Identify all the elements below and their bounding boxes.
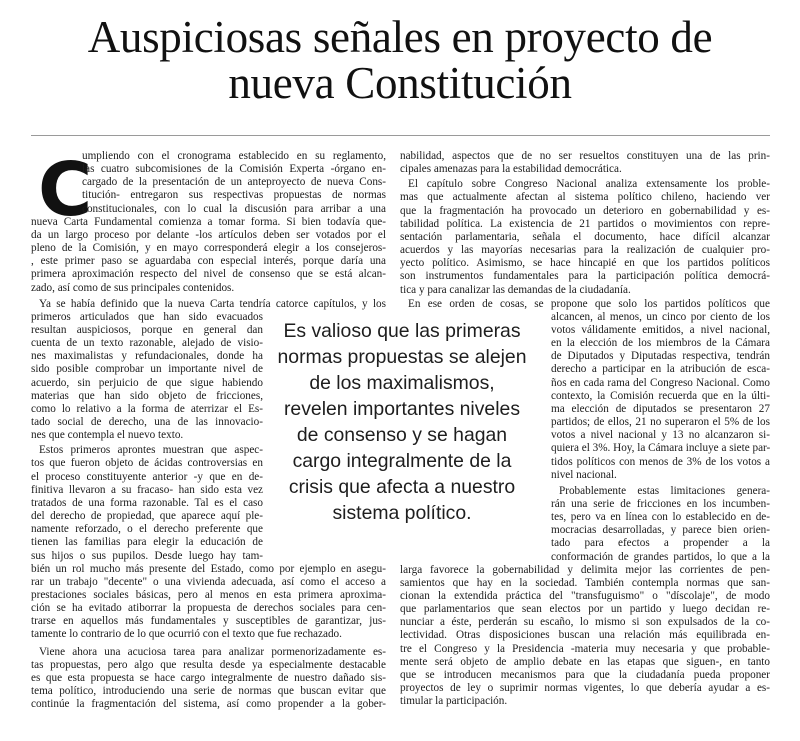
drop-cap: C [38, 147, 93, 233]
pull-quote-line: sistema político. [332, 502, 472, 524]
text-line: acuerdo, sin perjuicio de que sigue habiendo [31, 376, 263, 389]
col2-paragraph-1 [400, 150, 770, 176]
headline-line-2: nueva Constitución [228, 58, 572, 108]
text-line: de Diputados y Diputadas respectiva, tendrán [551, 350, 770, 363]
col2-paragraph-3 [551, 311, 770, 482]
text-line: finitiva llevaron a su fracaso- han sido esta vez [31, 483, 263, 496]
text-line: tratados de una forma razonable. Tal es el caso [31, 496, 263, 509]
text-line: tos que fueron objeto de ácidas controversias en [31, 457, 263, 470]
text-line: que parlamentarios que sean electos por un partido y luego decidan re- [400, 603, 770, 616]
text-line: , este primer paso se aguardaba con especial interés, porque daría una [31, 255, 386, 268]
headline [0, 14, 800, 106]
text-line: cionan la extendida práctica del "transfuguismo" o "díscolaje", de modo [400, 589, 770, 602]
text-line: tidos políticos con menos de 3% de los votos a [551, 455, 770, 468]
col2-paragraph-4-narrow [551, 485, 770, 564]
text-line: rán una serie de fricciones en los incumben- [551, 497, 770, 510]
text-line: Estos primeros aprontes muestran que aspec- [39, 444, 263, 457]
headline-line-1: Auspiciosas señales en proyecto de [87, 12, 713, 62]
pull-quote-line: revelen importantes niveles [283, 398, 521, 420]
pull-quote-line: crisis que afecta a nuestro [288, 476, 516, 498]
text-line: contexto, la Comisión recuerda que en la últi- [551, 389, 770, 402]
text-line: titución- entregaron sus respectivas propuestas de normas [82, 189, 386, 202]
text-line: Viene ahora una acuciosa tarea para analizar pormenorizadamente es- [39, 645, 386, 658]
text-line: votos a nivel nacional y 13 no alcanzaron si- [551, 429, 770, 442]
text-line: Probablemente estas limitaciones genera- [559, 484, 770, 497]
text-line: tre el Congreso y la Presidencia -materia muy necesaria y que probable- [400, 642, 770, 655]
text-line: mocracias desarrolladas, y parece bien orien- [551, 524, 770, 537]
text-line: que la fragmentación ha provocado un deterioro en gobernabilidad y es- [400, 204, 770, 217]
text-line: timular la participación. [400, 695, 508, 708]
text-line: nunciar a éste, perderán su escaño, lo mismo si son expulsados de la co- [400, 616, 770, 629]
pull-quote-line: de consenso y se hagan [296, 424, 508, 446]
text-line: continúe la fragmentación del sistema, así como propender a la gober- [31, 698, 386, 711]
text-line: zado, así como de sus principales contenidos. [31, 281, 235, 294]
text-line: constitucionales, con lo cual la discusión para arribar a una [82, 202, 386, 215]
text-line: las cuatro subcomisiones de la Comisión Experta -órgano en- [82, 163, 386, 176]
pull-quote-line: Es valioso que las primeras [283, 320, 521, 342]
text-line: tamente lo contrario de lo que ocurrió con el texto que fue rechazado. [31, 628, 342, 641]
text-line: tica y para canalizar las demandas de la ciudadanía. [400, 283, 631, 296]
text-line: tienen las familias para elegir la educación de [31, 536, 263, 549]
text-line: da un largo proceso por delante -los artículos deben ser votados por el [31, 228, 386, 241]
pull-quote [259, 318, 545, 526]
text-line: cargado de la presentación de un anteproyecto de nueva Cons- [82, 176, 386, 189]
text-line: votos válidamente emitidos, a nivel nacional, [551, 323, 770, 336]
text-line: proyectos de ley o suprimir normas vigentes, lo que debería ayudar a es- [400, 682, 770, 695]
text-line: derecho a participar en la atribución de esca- [551, 363, 770, 376]
text-line: sido posible comprobar un importante nivel de [31, 363, 263, 376]
text-line: larga favorece la gobernabilidad y delimita mejor las corrientes de pen- [400, 563, 770, 576]
text-line: ños en cada rama del Congreso Nacional. Como [551, 376, 770, 389]
col1-paragraph-3-wide [31, 563, 386, 642]
pull-quote-line: normas propuestas se alejen [277, 346, 527, 368]
text-line: nueva Carta Fundamental comienza a tomar forma. Si bien todavía que- [31, 215, 386, 228]
text-line: El capítulo sobre Congreso Nacional analiza extensamente los proble- [408, 178, 770, 191]
text-line: pleno de la Comisión, y en mayo corresponderá elegir a los consejeros- [31, 242, 386, 255]
pull-quote-line: de los maximalismos, [309, 372, 495, 394]
col2-paragraph-2 [400, 178, 770, 296]
text-line: tas propuestas, pero algo que resulta desde ya especialmente destacable [31, 658, 386, 671]
text-line: umpliendo con el cronograma establecido en su reglamento, [82, 150, 386, 162]
col1-paragraph-3-narrow [31, 444, 263, 562]
text-line: quiera el 3%. Hoy, la Cámara incluye a siete par- [551, 442, 770, 455]
text-line: ción se ha evitado atiborrar la propuesta de derechos sociales para cen- [31, 602, 386, 615]
text-line: rar un trabajo "decente" o una vivienda adecuada, así como el acceso a [31, 575, 386, 588]
text-line: que se introducen mecanismos para que la ciudadanía pueda proponer [400, 668, 770, 681]
text-line: son instrumentos fundamentales para la participación política democrá- [400, 270, 770, 283]
col1-paragraph-4 [31, 646, 386, 712]
text-line: nes que contempla el nuevo texto. [31, 429, 184, 442]
text-line: en la elección de los miembros de la Cámara [551, 337, 770, 350]
text-line: nabilidad, aspectos que de no ser resueltos constituyen una de las prin- [400, 150, 770, 162]
text-line: tes, pero va en línea con lo establecido en de- [551, 511, 770, 524]
text-line: tado para efectos a propender a la [551, 537, 770, 550]
text-line: es que esta propuesta se hace cargo integralmente de nuestro dañado sis- [31, 671, 386, 684]
text-line: namente reforzado, o el derecho preferente que [31, 523, 263, 536]
text-line: partidos; de ellos, 21 no superaron el 5% de los [551, 416, 770, 429]
text-line: lectividad. Otras disposiciones buscan una relación más equilibrada en- [400, 629, 770, 642]
text-line: bién un rol mucho más presente del Estado, como por ejemplo en asegu- [31, 562, 386, 575]
text-line: primera aproximación respecto del nivel de consenso que se está alcan- [31, 268, 386, 281]
text-line: tema político, introduciendo una serie de normas que buscan evitar que [31, 685, 386, 698]
text-line: acuerdos y las mayorías necesarias para la realización de cualquier pro- [400, 244, 770, 257]
text-line: trarse en aquellos más fundamentales y susceptibles de garantizar, jus- [31, 615, 386, 628]
text-line: Ya se había definido que la nueva Carta tendría catorce capítulos, y los [39, 297, 386, 310]
text-line: mente será objeto de amplio debate en las etapas que siguen-, en tanto [400, 655, 770, 668]
text-line: conformación de grandes partidos, lo que a la [551, 550, 770, 563]
text-line: como lo relativo a la forma de aterrizar el Es- [31, 402, 263, 415]
text-line: sus hijos o sus pupilos. Desde luego hay tam- [31, 549, 263, 562]
text-line: el proceso constituyente anterior -y que en de- [31, 470, 263, 483]
text-line: En ese orden de cosas, se propone que solo los partidos políticos que [408, 297, 770, 310]
text-line: alcancen, al menos, un cinco por ciento de los [551, 310, 770, 323]
col2-paragraph-4-wide [400, 564, 770, 709]
text-line: primeros articulados que han sido evacuados [31, 310, 263, 323]
col1-paragraph-2-lead [31, 298, 386, 311]
text-line: nes maximalistas y refundacionales, donde ha [31, 350, 263, 363]
headline-rule [31, 135, 770, 136]
text-line: cuenta de un texto razonable, alejado de visio- [31, 337, 263, 350]
text-line: prestaciones sociales básicas, pero al menos en esta primera aproxima- [31, 588, 386, 601]
text-line: resultan auspiciosos, porque en general dan [31, 323, 263, 336]
text-line: tado social de derecho, una de las innovacio- [31, 416, 263, 429]
text-line: mas que actualmente afectan al sistema político chileno, haciendo ver [400, 191, 770, 204]
col2-paragraph-3-lead [400, 298, 770, 311]
text-line: nivel nacional. [551, 468, 617, 481]
col1-paragraph-2 [31, 311, 263, 443]
pull-quote-line: cargo integralmente de la [292, 450, 512, 472]
text-line: ma elección de diputados se presentaron 27 [551, 402, 770, 415]
text-line: materias que han sido objeto de fricciones, [31, 389, 263, 402]
text-line: samientos que hay en la sociedad. También contempla normas que san- [400, 576, 770, 589]
text-line: sentación parlamentaria, señala el documento, hace difícil alcanzar [400, 230, 770, 243]
text-line: cipales amenazas para la estabilidad democrática. [400, 163, 622, 176]
text-line: yecto político. Asimismo, se hace hincapié en que los partidos políticos [400, 257, 770, 270]
text-line: del derecho de propiedad, que aparece aquí ple- [31, 510, 263, 523]
text-line: tabilidad política. La existencia de 21 partidos o movimientos con repre- [400, 217, 770, 230]
